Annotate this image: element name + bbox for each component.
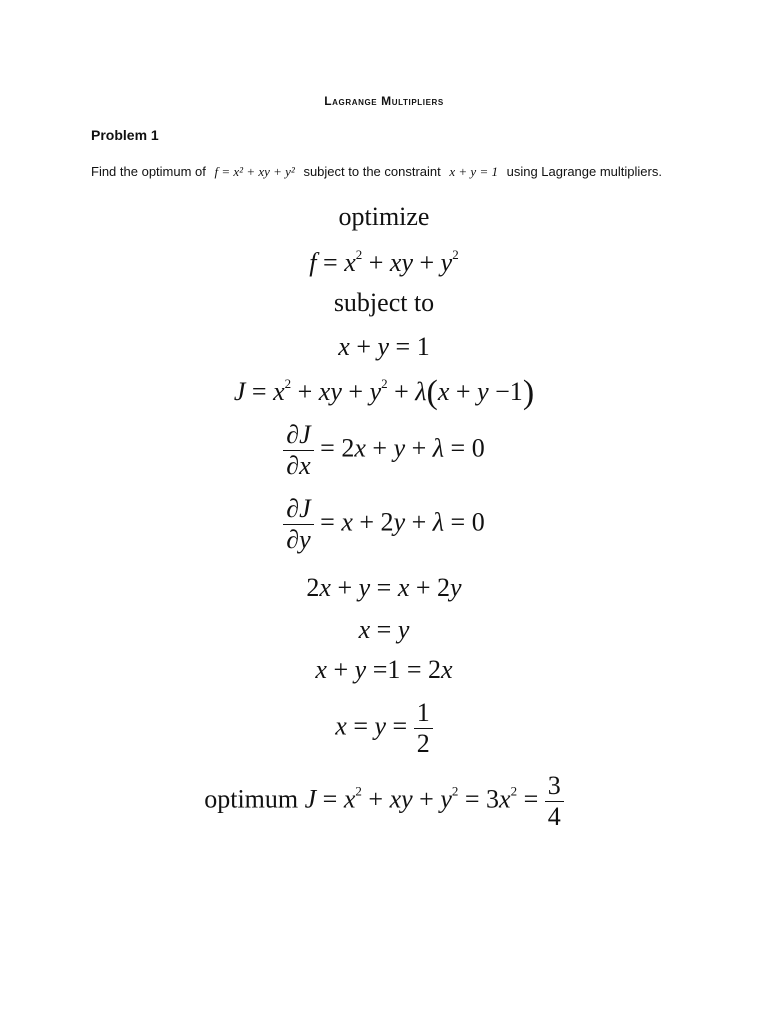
statement-prefix: Find the optimum of	[91, 164, 206, 179]
step-solution: x = y = $\frac{1}{2}$	[0, 698, 768, 759]
step-optimum: optimum $J = x^2$ + xy + $y^2 = 3x^2$ = $\frac{3}{4}$	[0, 771, 768, 832]
step-objective: $f = x^2$ + xy + $y^2$	[309, 247, 459, 277]
fraction-dJ-dx: $\frac{\partial J}{\partial x}$	[283, 420, 313, 481]
document-title: Lagrange Multipliers	[324, 94, 444, 108]
step-optimize-word: optimize	[338, 202, 430, 231]
statement-suffix: using Lagrange multipliers.	[506, 164, 662, 179]
step-equate: 2x + y = x + 2y	[306, 573, 462, 602]
step-partial-y: $\frac{\partial J}{\partial y}$ = x + 2y + λ = 0	[0, 494, 768, 555]
fraction-three-quarters: $\frac{3}{4}$	[545, 771, 564, 832]
statement-constraint: x + y = 1	[449, 164, 498, 179]
step-partial-x: $\frac{\partial J}{\partial x}$ = 2x + y + λ = 0	[0, 420, 768, 481]
statement-middle: subject to the constraint	[303, 164, 441, 179]
problem-statement	[91, 164, 662, 180]
statement-function: f = x² + xy + y²	[214, 164, 295, 179]
step-x-equals-y: x = y	[358, 615, 410, 644]
step-subject-to-word: subject to	[333, 288, 435, 317]
optimum-word: optimum	[204, 784, 299, 814]
step-constraint: x + y = 1	[338, 332, 430, 361]
step-sum: x + y =1 = 2x	[315, 655, 453, 684]
step-lagrangian: $J = x^2$ + xy + $y^2 + \lambda(x + y -1)$	[233, 374, 535, 411]
fraction-dJ-dy: $\frac{\partial J}{\partial y}$	[283, 494, 313, 555]
problem-label: Problem 1	[91, 127, 159, 143]
fraction-one-half: $\frac{1}{2}$	[414, 698, 433, 759]
